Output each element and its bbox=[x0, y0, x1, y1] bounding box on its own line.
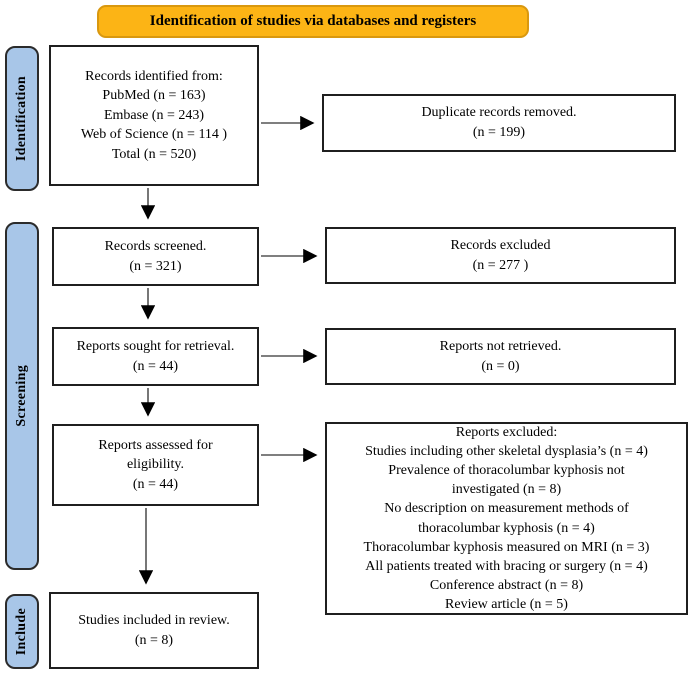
stage-include-label: Include bbox=[14, 607, 29, 656]
box-records-excluded-text: Records excluded (n = 277 ) bbox=[450, 237, 551, 273]
box-records-identified-text: Records identified from: PubMed (n = 163) Embase (n = 243) Web of Science (n = 114 ) Total (n = 520) bbox=[80, 68, 228, 162]
stage-screening-label: Screening bbox=[14, 365, 29, 427]
box-records-screened-text: Records screened. (n = 321) bbox=[104, 238, 207, 274]
stage-screening bbox=[5, 222, 39, 570]
box-studies-included bbox=[49, 592, 259, 669]
box-reports-not-retrieved bbox=[325, 328, 676, 385]
box-studies-included-text: Studies included in review. (n = 8) bbox=[78, 612, 230, 648]
box-records-screened bbox=[52, 227, 259, 286]
box-reports-assessed bbox=[52, 424, 259, 506]
box-records-identified bbox=[49, 45, 259, 186]
stage-include bbox=[5, 594, 39, 669]
box-reports-assessed-text: Reports assessed for eligibility. (n = 44) bbox=[98, 437, 213, 492]
box-records-excluded bbox=[325, 227, 676, 284]
box-reports-excluded bbox=[325, 422, 688, 615]
box-duplicates-removed-text: Duplicate records removed. (n = 199) bbox=[421, 105, 577, 140]
stage-identification bbox=[5, 46, 39, 191]
banner-identification-of-studies: Identification of studies via databases and registers bbox=[97, 5, 529, 38]
stage-identification-label: Identification bbox=[14, 75, 29, 162]
box-reports-sought-text: Reports sought for retrieval. (n = 44) bbox=[76, 338, 235, 374]
box-reports-sought bbox=[52, 327, 259, 386]
box-duplicates-removed bbox=[322, 94, 676, 152]
box-reports-not-retrieved-text: Reports not retrieved. (n = 0) bbox=[439, 338, 562, 374]
box-reports-excluded-text: Reports excluded: Studies including other skeletal dysplasia’s (n = 4) Prevalence of thoracolumbar kyphosis not investigated (n = 8) No description on measurement methods of thoracolumbar kyphosis (n = 4) Thoracolumbar kyphosis measured on MRI (n = 3) All patients treated with bracing or surgery (n = 4) Conference abstract (n = 8) Review article (n = 5) bbox=[363, 424, 650, 613]
